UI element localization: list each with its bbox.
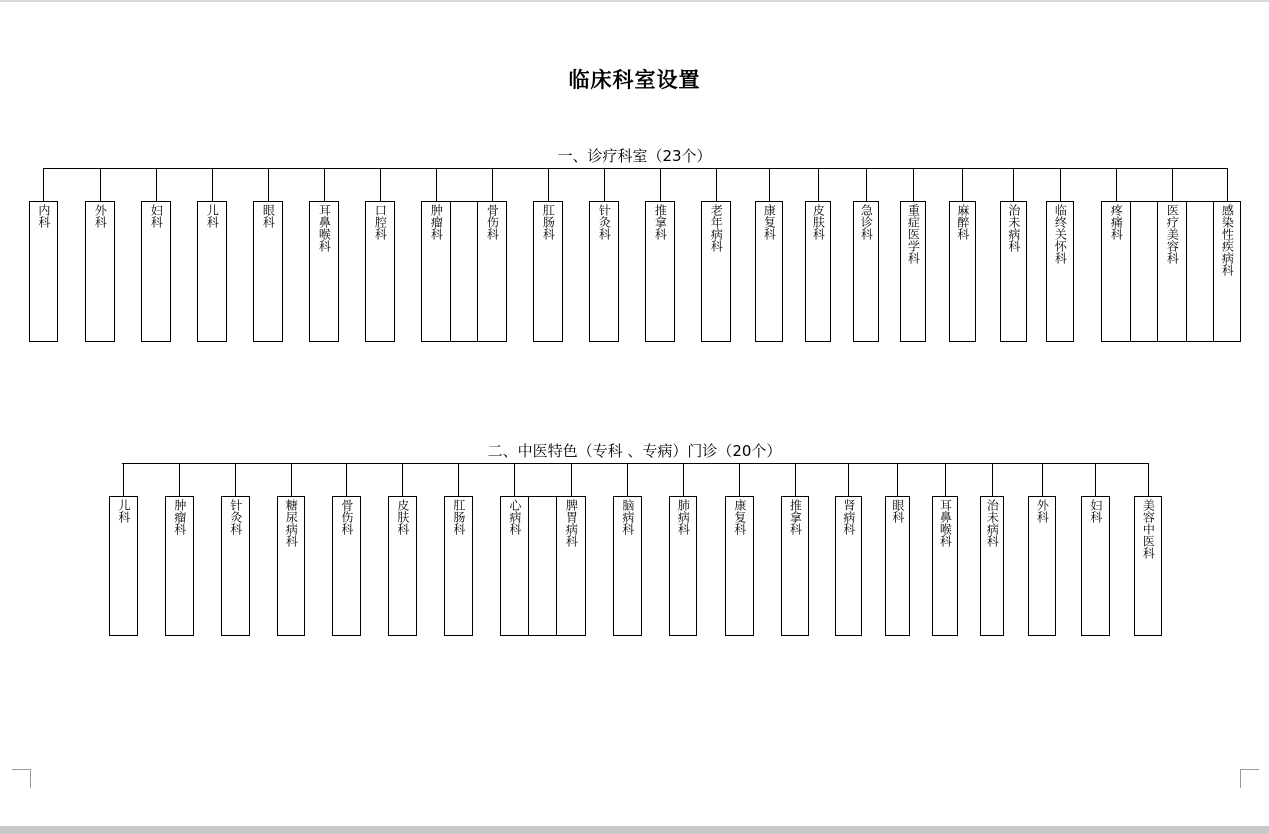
empty-box — [450, 201, 479, 342]
department-box: 康复科 — [725, 496, 754, 636]
department-box: 临终关怀科 — [1046, 201, 1074, 342]
connector-line-vertical — [235, 463, 236, 496]
section-2-heading: 二、中医特色（专科 、专病）门诊（20个） — [487, 442, 782, 460]
connector-line-vertical — [992, 463, 993, 496]
department-box: 妇科 — [141, 201, 171, 342]
connector-line-vertical — [866, 168, 867, 201]
department-box: 美容中医科 — [1134, 496, 1162, 636]
department-box: 治未病科 — [980, 496, 1004, 636]
department-box: 麻醉科 — [949, 201, 976, 342]
connector-line-vertical — [962, 168, 963, 201]
department-box: 肿瘤科 — [165, 496, 194, 636]
department-box: 口腔科 — [365, 201, 395, 342]
connector-line-vertical — [716, 168, 717, 201]
department-box: 感染性疾病科 — [1213, 201, 1241, 342]
connector-line-vertical — [604, 168, 605, 201]
connector-line-vertical — [492, 168, 493, 201]
department-box: 针灸科 — [589, 201, 619, 342]
page-bottom-bar — [0, 826, 1269, 834]
department-box: 急诊科 — [853, 201, 879, 342]
connector-line-vertical — [739, 463, 740, 496]
connector-line-vertical — [548, 168, 549, 201]
empty-box — [528, 496, 558, 636]
connector-line-vertical — [660, 168, 661, 201]
connector-line-vertical — [769, 168, 770, 201]
page-top-border — [0, 0, 1269, 2]
department-box: 心病科 — [500, 496, 529, 636]
connector-line-vertical — [458, 463, 459, 496]
section-1-heading: 一、诊疗科室（23个） — [557, 147, 712, 165]
department-box: 耳鼻喉科 — [309, 201, 339, 342]
connector-line-vertical — [402, 463, 403, 496]
connector-line-vertical — [1060, 168, 1061, 201]
connector-line-vertical — [123, 463, 124, 496]
connector-line-vertical — [683, 463, 684, 496]
connector-line-vertical — [1172, 168, 1173, 201]
connector-line-vertical — [1013, 168, 1014, 201]
department-box: 针灸科 — [221, 496, 250, 636]
department-box: 肿瘤科 — [421, 201, 451, 342]
connector-line-vertical — [1116, 168, 1117, 201]
department-box: 疼痛科 — [1101, 201, 1131, 342]
connector-line-vertical — [945, 463, 946, 496]
department-box: 治未病科 — [1000, 201, 1027, 342]
department-box: 儿科 — [109, 496, 138, 636]
department-box: 眼科 — [885, 496, 910, 636]
connector-line-horizontal — [43, 168, 1227, 169]
connector-line-vertical — [179, 463, 180, 496]
department-box: 脾胃病科 — [556, 496, 586, 636]
page-corner-mark-left — [12, 769, 31, 788]
department-box: 妇科 — [1081, 496, 1110, 636]
page-corner-mark-right — [1240, 769, 1259, 788]
connector-line-vertical — [818, 168, 819, 201]
connector-line-vertical — [100, 168, 101, 201]
connector-line-vertical — [268, 168, 269, 201]
department-box: 推拿科 — [781, 496, 809, 636]
connector-line-vertical — [1148, 463, 1149, 496]
connector-line-horizontal — [122, 463, 1149, 464]
department-box: 内科 — [29, 201, 58, 342]
department-box: 医疗美容科 — [1157, 201, 1187, 342]
department-box: 皮肤科 — [805, 201, 831, 342]
department-box: 外科 — [85, 201, 115, 342]
connector-line-vertical — [571, 463, 572, 496]
connector-line-vertical — [795, 463, 796, 496]
connector-line-vertical — [1095, 463, 1096, 496]
department-box: 肾病科 — [835, 496, 862, 636]
department-box: 肛肠科 — [444, 496, 473, 636]
department-box: 儿科 — [197, 201, 227, 342]
connector-line-vertical — [1227, 168, 1228, 201]
connector-line-vertical — [43, 168, 44, 201]
department-box: 皮肤科 — [388, 496, 417, 636]
department-box: 眼科 — [253, 201, 283, 342]
connector-line-vertical — [380, 168, 381, 201]
empty-box — [1130, 201, 1159, 342]
connector-line-vertical — [913, 168, 914, 201]
department-box: 脑病科 — [613, 496, 642, 636]
department-box: 外科 — [1028, 496, 1056, 636]
department-box: 重症医学科 — [900, 201, 926, 342]
connector-line-vertical — [627, 463, 628, 496]
department-box: 肺病科 — [669, 496, 697, 636]
department-box: 老年病科 — [701, 201, 731, 342]
connector-line-vertical — [156, 168, 157, 201]
connector-line-vertical — [1042, 463, 1043, 496]
department-box: 骨伤科 — [477, 201, 507, 342]
department-box: 康复科 — [755, 201, 783, 342]
department-box: 骨伤科 — [332, 496, 361, 636]
empty-box — [1186, 201, 1215, 342]
page-title: 临床科室设置 — [568, 68, 701, 92]
department-box: 耳鼻喉科 — [932, 496, 958, 636]
department-box: 肛肠科 — [533, 201, 563, 342]
connector-line-vertical — [291, 463, 292, 496]
connector-line-vertical — [212, 168, 213, 201]
connector-line-vertical — [897, 463, 898, 496]
connector-line-vertical — [436, 168, 437, 201]
connector-line-vertical — [346, 463, 347, 496]
department-box: 糖尿病科 — [277, 496, 305, 636]
department-box: 推拿科 — [645, 201, 675, 342]
connector-line-vertical — [848, 463, 849, 496]
connector-line-vertical — [514, 463, 515, 496]
connector-line-vertical — [324, 168, 325, 201]
